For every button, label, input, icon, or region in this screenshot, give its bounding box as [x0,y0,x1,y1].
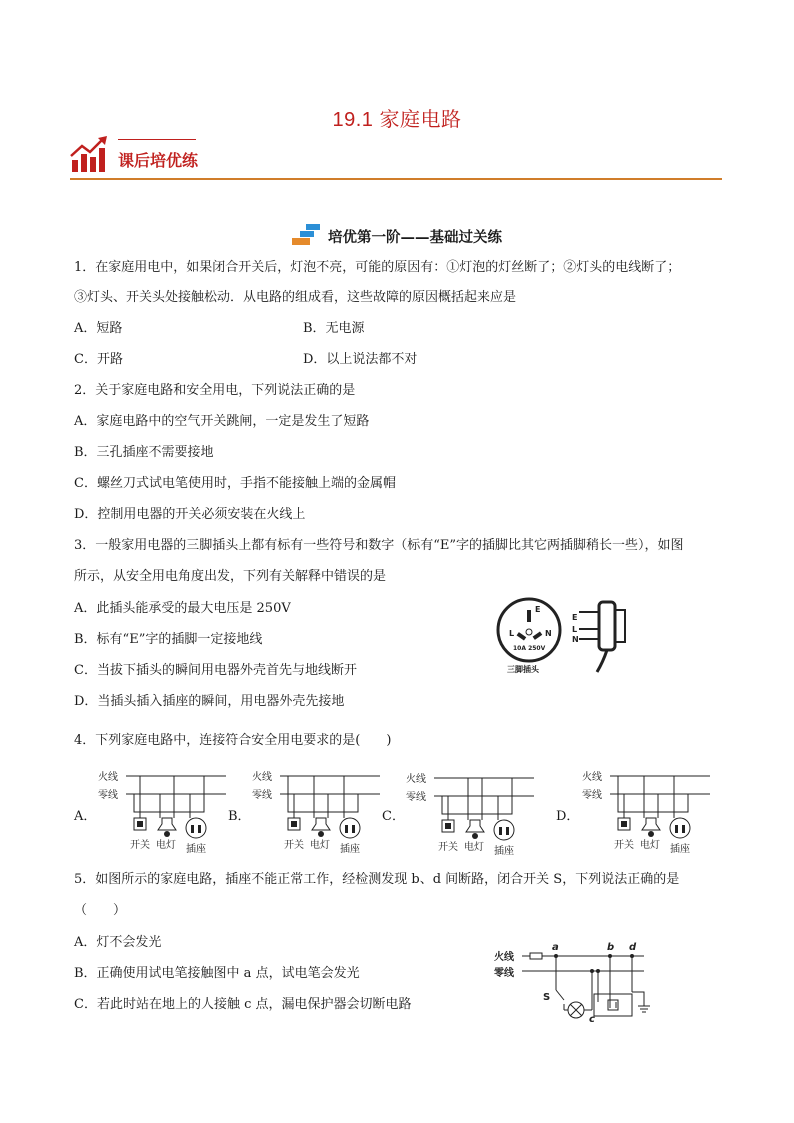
q1-option-a: A．短路 [74,321,123,336]
q3-stem-2: 所示，从安全用电角度出发，下列有关解释中错误的是 [74,569,387,584]
section-header [70,136,725,180]
q4-option-d: D． [556,809,580,824]
plug-l-label: L [509,629,515,638]
live-label: 火线 [252,772,272,783]
q5-option-b: B．正确使用试电笔接触图中 a 点，试电笔会发光 [74,966,360,981]
header-underline [70,178,722,180]
lamp-label: 电灯 [310,840,330,851]
socket-label: 插座 [670,844,690,855]
live-label: 火线 [406,774,426,785]
neutral-label: 零线 [98,790,118,801]
q4-option-c: C． [382,809,405,824]
socket-label: 插座 [494,846,514,857]
switch-label: 开关 [438,842,458,853]
q1-stem-1: 1．在家庭用电中，如果闭合开关后，灯泡不亮，可能的原因有：①灯泡的灯丝断了；②灯头的电线断了； [74,260,681,275]
point-d: d [629,942,637,953]
q1-option-d: D．以上说法都不对 [303,352,418,367]
plug-e-label: E [535,605,541,614]
neutral-label: 零线 [406,792,426,803]
point-b: b [607,942,615,953]
live-label: 火线 [494,952,514,963]
stairs-icon [292,224,322,246]
socket-label: 插座 [186,844,206,855]
point-a: a [552,942,559,953]
plug-side-e: E [572,613,578,622]
q1-option-c: C．开路 [74,352,123,367]
section-label: 课后培优练 [118,153,199,170]
q2-option-d: D．控制用电器的开关必须安装在火线上 [74,507,306,522]
plug-side-n: N [572,635,579,644]
q1-option-b: B．无电源 [303,321,365,336]
point-c: c [589,1014,595,1024]
header-topline [118,139,196,140]
plug-side-l: L [572,625,578,634]
lamp-label: 电灯 [464,842,484,853]
q3-option-a: A．此插头能承受的最大电压是 250V [74,601,291,616]
q4-circuit-c [406,770,538,862]
plug-caption: 三脚插头 [507,665,539,674]
q5-circuit-figure [494,938,664,1024]
q2-option-c: C．螺丝刀式试电笔使用时，手指不能接触上端的金属帽 [74,476,396,491]
plug-rating: 10A 250V [513,645,546,652]
q4-circuit-d [582,768,714,860]
q4-option-a: A． [74,809,97,824]
q3-option-d: D．当插头插入插座的瞬间，用电器外壳先接地 [74,694,345,709]
q4-stem: 4．下列家庭电路中，连接符合安全用电要求的是( ) [74,733,392,748]
neutral-label: 零线 [252,790,272,801]
q5-option-a: A．灯不会发光 [74,935,162,950]
plug-n-label: N [545,629,552,638]
neutral-label: 零线 [494,968,514,979]
subsection-title [0,224,794,247]
q5-stem-2: （ ） [74,903,127,918]
q4-option-b: B． [228,809,251,824]
q4-circuit-a [98,768,230,860]
switch-label: 开关 [614,840,634,851]
neutral-label: 零线 [582,790,602,801]
socket-label: 插座 [340,844,360,855]
subsection-text: 培优第一阶——基础过关练 [328,229,502,246]
q2-option-b: B．三孔插座不需要接地 [74,445,214,460]
switch-label: 开关 [130,840,150,851]
q5-option-c: C．若此时站在地上的人接触 c 点，漏电保护器会切断电路 [74,997,412,1012]
switch-s: S [543,992,551,1003]
q5-stem-1: 5．如图所示的家庭电路，插座不能正常工作，经检测发现 b、d 间断路，闭合开关 S，下列说法正确的是 [74,872,680,887]
page-title: 19.1 家庭电路 [332,109,462,131]
lamp-label: 电灯 [640,840,660,851]
q3-option-b: B．标有“E”字的插脚一定接地线 [74,632,263,647]
q3-option-c: C．当拔下插头的瞬间用电器外壳首先与地线断开 [74,663,357,678]
q2-option-a: A．家庭电路中的空气开关跳闸，一定是发生了短路 [74,414,370,429]
q1-stem-2: ③灯头、开关头处接触松动．从电路的组成看，这些故障的原因概括起来应是 [74,290,517,305]
q3-stem-1: 3．一般家用电器的三脚插头上都有标有一些符号和数字（标有“E”字的插脚比其它两插脚稍长一些），如图 [74,538,684,553]
live-label: 火线 [98,772,118,783]
q4-circuit-b [252,768,384,860]
q2-stem: 2．关于家庭电路和安全用电，下列说法正确的是 [74,383,356,398]
live-label: 火线 [582,772,602,783]
switch-label: 开关 [284,840,304,851]
three-prong-plug-figure [495,596,635,680]
lamp-label: 电灯 [156,840,176,851]
growth-chart-icon [70,136,110,174]
